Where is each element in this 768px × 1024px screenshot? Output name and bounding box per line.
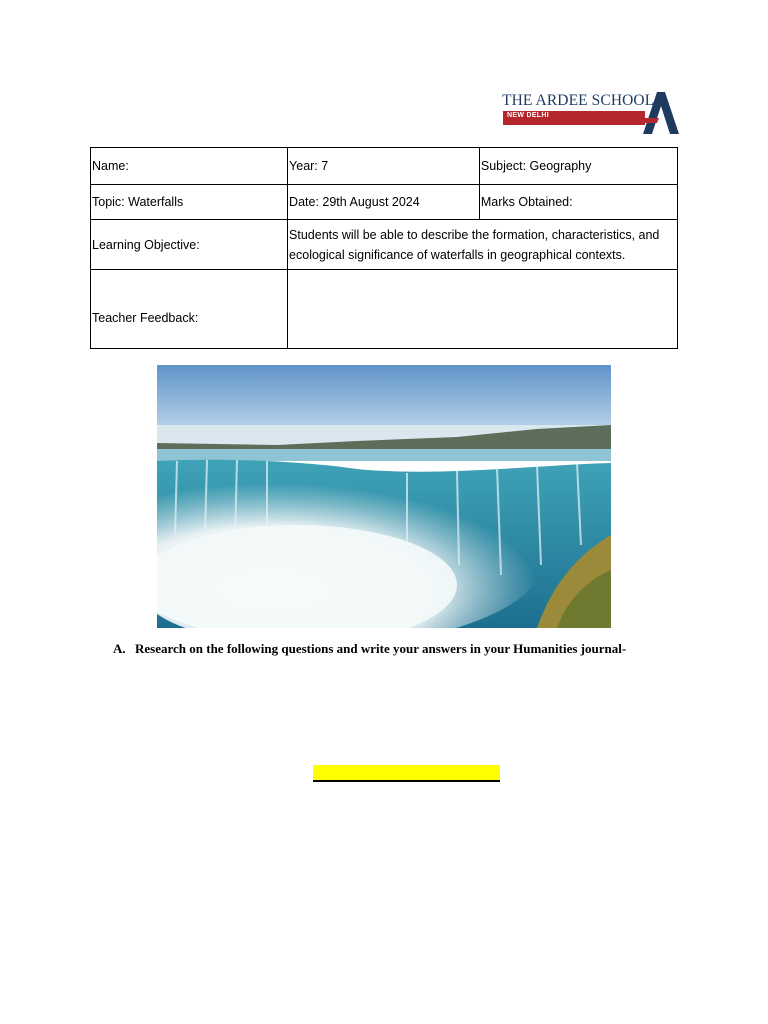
worksheet-info-table — [90, 147, 678, 349]
feedback-label-cell: Teacher Feedback: — [91, 270, 288, 349]
objective-text-cell: Students will be able to describe the formation, characteristics, and ecological significance of waterfalls in geographical contexts. — [288, 220, 678, 270]
subject-cell: Subject: Geography — [479, 148, 677, 185]
logo-location: NEW DELHI — [507, 112, 549, 119]
table-row — [91, 148, 678, 185]
waterfall-photo — [157, 365, 611, 628]
highlighted-blank-line — [313, 765, 500, 782]
objective-label-cell: Learning Objective: — [91, 220, 288, 270]
marks-cell[interactable]: Marks Obtained: — [479, 185, 677, 220]
table-row — [91, 185, 678, 220]
instruction-text: Research on the following questions and write your answers in your Humanities journal- — [135, 641, 627, 656]
instruction-letter: A. — [113, 641, 126, 656]
date-cell: Date: 29th August 2024 — [288, 185, 480, 220]
feedback-value-cell[interactable] — [288, 270, 678, 349]
logo-banner — [503, 111, 645, 125]
school-logo — [500, 92, 680, 136]
topic-cell: Topic: Waterfalls — [91, 185, 288, 220]
logo-name: THE ARDEE SCHOOL — [502, 92, 655, 109]
table-row — [91, 220, 678, 270]
logo-a-mark-icon — [639, 92, 679, 134]
year-cell: Year: 7 — [288, 148, 480, 185]
name-cell[interactable]: Name: — [91, 148, 288, 185]
instruction-heading — [113, 641, 626, 657]
table-row — [91, 270, 678, 349]
